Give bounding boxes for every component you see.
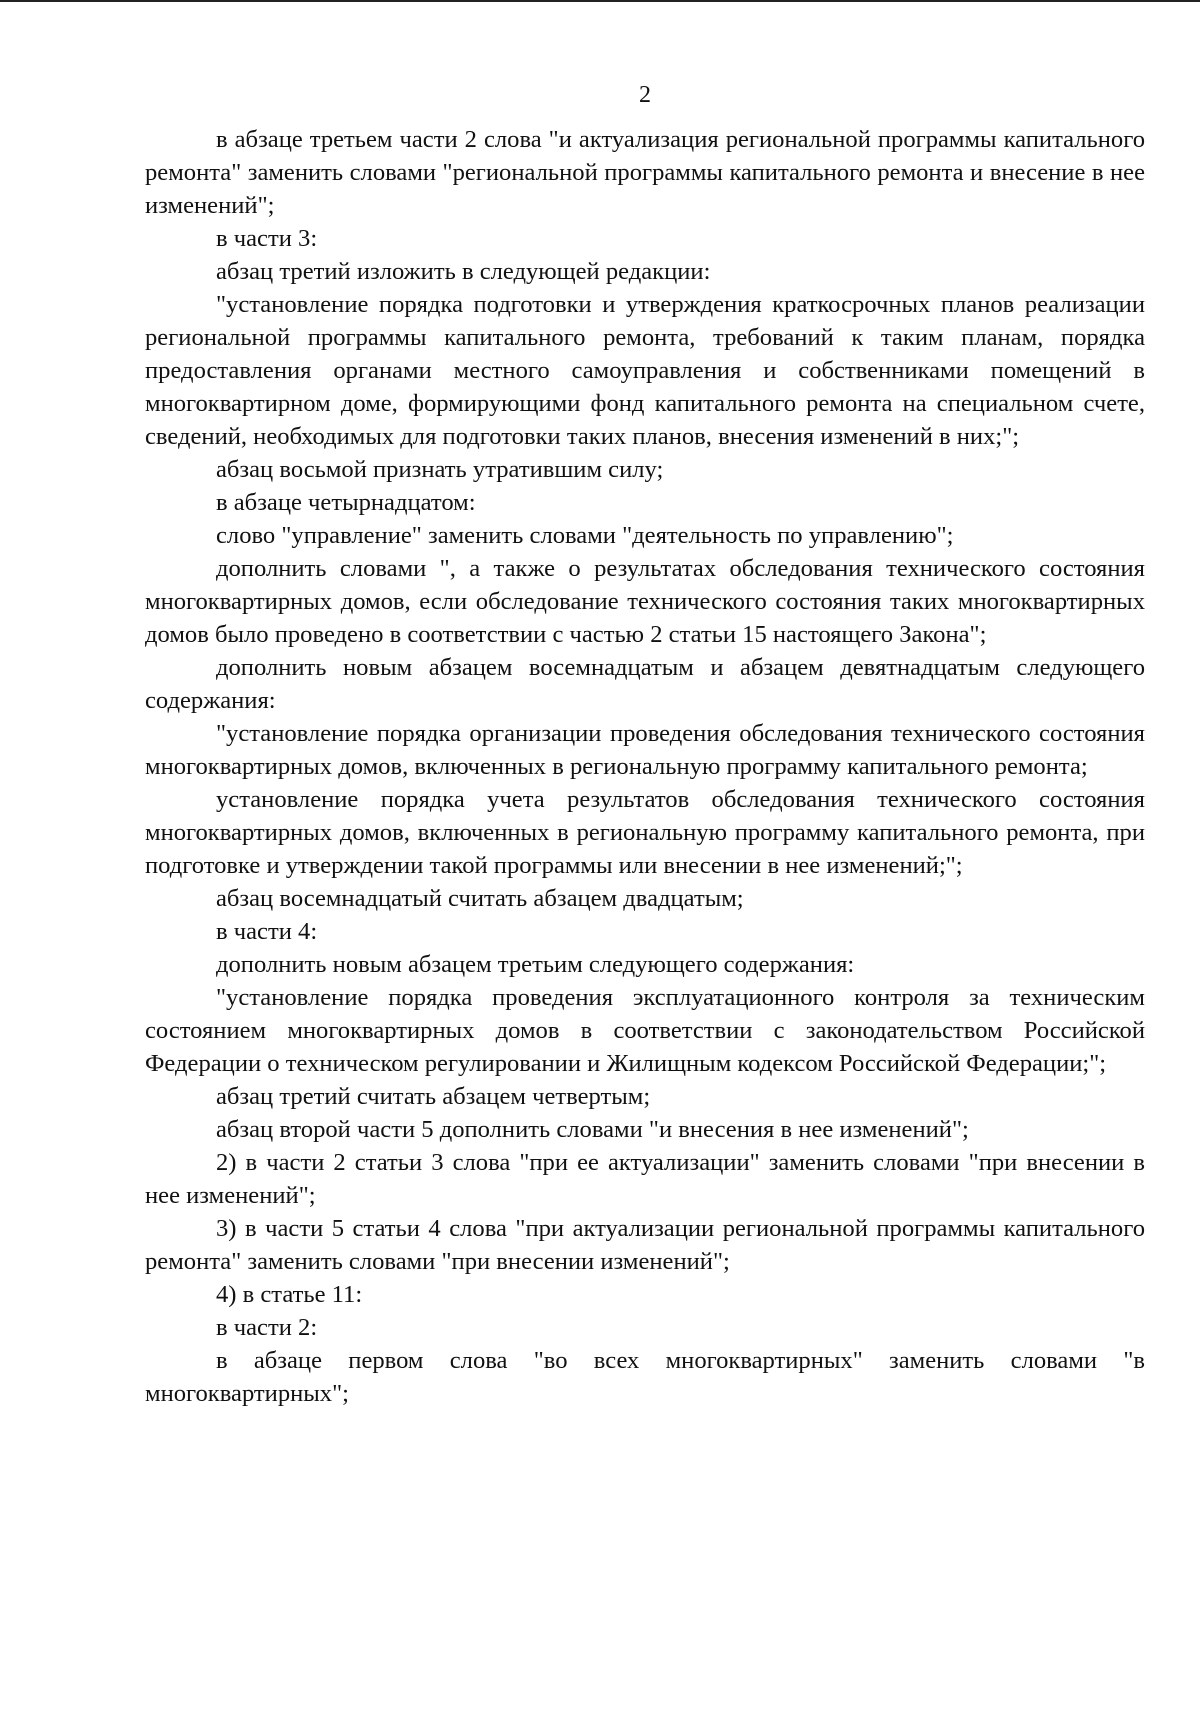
- paragraph: в части 4:: [216, 918, 318, 945]
- paragraph: 2) в части 2 статьи 3 слова "при ее актуализации" заменить словами "при внесении в нее изменений";: [145, 1149, 1145, 1209]
- document-body: [145, 123, 1145, 1410]
- paragraph: "установление порядка подготовки и утверждения краткосрочных планов реализации региональной программы капитального ремонта, требований к таким планам, порядка предоставления органами местного самоуправления и собственниками помещений в многоквартирном доме, формирующими фонд капитального ремонта на специальном счете, сведений, необходимых для подготовки таких планов, внесения изменений в них;";: [145, 291, 1145, 450]
- top-border-line: [0, 0, 1200, 2]
- paragraph: дополнить новым абзацем третьим следующего содержания:: [216, 951, 855, 978]
- paragraph: слово "управление" заменить словами "деятельность по управлению";: [216, 522, 954, 549]
- paragraph: 3) в части 5 статьи 4 слова "при актуализации региональной программы капитального ремонта" заменить словами "при внесении изменений";: [145, 1215, 1145, 1275]
- paragraph: в абзаце третьем части 2 слова "и актуализация региональной программы капитального ремонта" заменить словами "региональной программы капитального ремонта и внесение в нее изменений";: [145, 126, 1145, 219]
- paragraph: 4) в статье 11:: [216, 1281, 363, 1308]
- paragraph: абзац второй части 5 дополнить словами "и внесения в нее изменений";: [216, 1116, 969, 1143]
- paragraph: в части 3:: [216, 225, 318, 252]
- paragraph: в части 2:: [216, 1314, 318, 1341]
- page-number: 2: [639, 82, 651, 108]
- paragraph: "установление порядка организации проведения обследования технического состояния многоквартирных домов, включенных в региональную программу капитального ремонта;: [145, 720, 1145, 780]
- paragraph: дополнить словами ", а также о результатах обследования технического состояния многоквартирных домов, если обследование технического состояния таких многоквартирных домов было проведено в соответствии с частью 2 статьи 15 настоящего Закона";: [145, 555, 1145, 648]
- paragraph: абзац восьмой признать утратившим силу;: [216, 456, 664, 483]
- paragraph: абзац восемнадцатый считать абзацем двадцатым;: [216, 885, 744, 912]
- paragraph: в абзаце четырнадцатом:: [216, 489, 476, 516]
- paragraph: дополнить новым абзацем восемнадцатым и абзацем девятнадцатым следующего содержания:: [145, 654, 1145, 714]
- paragraph: в абзаце первом слова "во всех многоквартирных" заменить словами "в многоквартирных";: [145, 1347, 1145, 1407]
- paragraph: абзац третий считать абзацем четвертым;: [216, 1083, 651, 1110]
- paragraph: "установление порядка проведения эксплуатационного контроля за техническим состоянием многоквартирных домов в соответствии с законодательством Российской Федерации о техническом регулировании и Жилищным кодексом Российской Федерации;";: [145, 984, 1145, 1077]
- paragraph: абзац третий изложить в следующей редакции:: [216, 258, 711, 285]
- paragraph: установление порядка учета результатов обследования технического состояния многоквартирных домов, включенных в региональную программу капитального ремонта, при подготовке и утверждении такой программы или внесении в нее изменений;";: [145, 786, 1145, 879]
